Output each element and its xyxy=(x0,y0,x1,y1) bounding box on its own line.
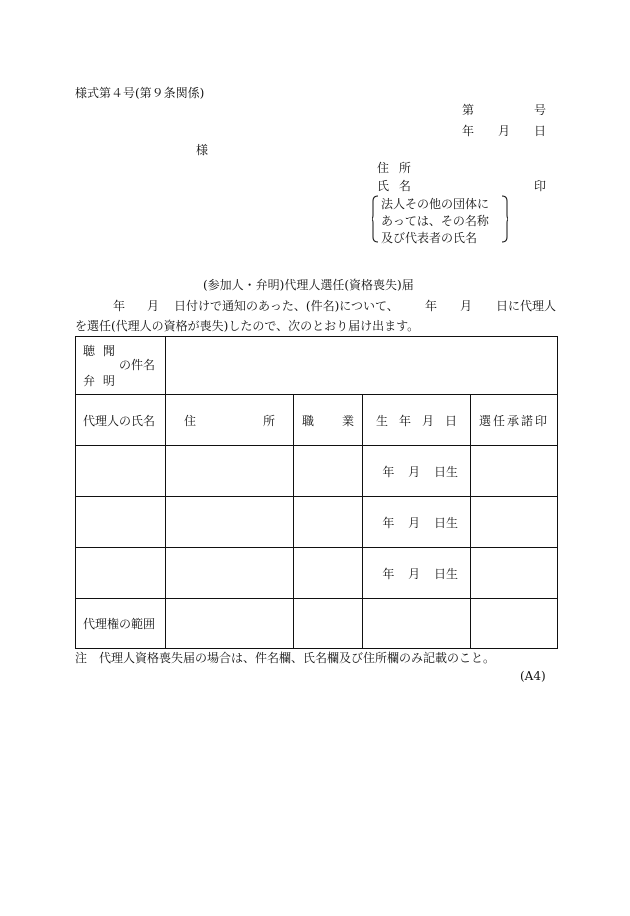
header-birthdate-char: 年 xyxy=(398,413,411,428)
header-row xyxy=(76,395,558,446)
body-year-2: 年 xyxy=(425,299,438,313)
corporate-note xyxy=(372,195,508,243)
agent-row xyxy=(76,446,558,497)
date-month: 月 xyxy=(498,124,511,138)
agent-occupation-field[interactable] xyxy=(294,446,363,497)
body-line-2: を選任(代理人の資格が喪失)したので、次のとおり届け出ます。 xyxy=(75,319,420,333)
date-day: 日 xyxy=(534,124,547,138)
header-birthdate-char: 生 xyxy=(376,413,389,428)
agent-address-field[interactable] xyxy=(166,497,294,548)
header-birthdate-char: 月 xyxy=(421,413,434,428)
scope-field[interactable] xyxy=(471,599,558,649)
agent-table xyxy=(75,336,558,649)
scope-field[interactable] xyxy=(166,599,294,649)
name-label: 氏 名 xyxy=(377,179,411,193)
agent-birthdate-field[interactable]: 年 月 日生 xyxy=(363,497,471,548)
header-occupation-char: 職 xyxy=(302,413,315,428)
header-birthdate-char: 日 xyxy=(444,413,457,428)
number-label: 第 xyxy=(462,103,475,117)
corporate-note-line: 法人その他の団体に xyxy=(381,197,490,211)
agent-birthdate-field[interactable]: 年 月 日生 xyxy=(363,548,471,599)
matter-label-cell xyxy=(76,337,166,395)
form-number: 様式第４号(第９条関係) xyxy=(75,86,205,100)
agent-name-field[interactable] xyxy=(76,446,166,497)
header-agent-name: 代理人の氏名 xyxy=(76,395,166,446)
header-occupation-char: 業 xyxy=(341,413,354,428)
agent-birthdate-field[interactable]: 年 月 日生 xyxy=(363,446,471,497)
date-year: 年 xyxy=(462,124,475,138)
address-label: 住 所 xyxy=(377,161,411,175)
agent-row xyxy=(76,548,558,599)
body-month-2: 月 xyxy=(460,299,473,313)
agent-occupation-field[interactable] xyxy=(294,548,363,599)
matter-name-field[interactable] xyxy=(166,337,558,395)
paper-size: (A4) xyxy=(520,669,546,683)
number-suffix: 号 xyxy=(534,103,547,117)
scope-row xyxy=(76,599,558,649)
corporate-note-line: あっては、その名称 xyxy=(381,214,489,228)
hearing-label: 聴 聞 xyxy=(83,344,115,358)
seal-mark: 印 xyxy=(534,179,547,193)
scope-field[interactable] xyxy=(294,599,363,649)
agent-address-field[interactable] xyxy=(166,446,294,497)
agent-address-field[interactable] xyxy=(166,548,294,599)
addressee-suffix: 様 xyxy=(196,143,209,157)
document-title: (参加人・弁明)代理人選任(資格喪失)届 xyxy=(203,278,414,292)
body-notice-text: 日付けで通知のあった、(件名)について、 xyxy=(174,299,399,313)
header-occupation xyxy=(294,395,363,446)
body-year-1: 年 xyxy=(113,299,126,313)
agent-name-field[interactable] xyxy=(76,497,166,548)
header-address-char: 住 xyxy=(184,413,197,428)
agent-occupation-field[interactable] xyxy=(294,497,363,548)
scope-field[interactable] xyxy=(363,599,471,649)
agent-seal-field[interactable] xyxy=(471,446,558,497)
header-consent-seal: 選任承諾印 xyxy=(471,395,558,446)
scope-label: 代理権の範囲 xyxy=(76,599,166,649)
header-address xyxy=(166,395,294,446)
agent-seal-field[interactable] xyxy=(471,497,558,548)
header-address-char: 所 xyxy=(262,413,275,428)
matter-name-label: の件名 xyxy=(119,358,156,372)
footnote: 注 代理人資格喪失届の場合は、件名欄、氏名欄及び住所欄のみ記載のこと。 xyxy=(75,651,496,665)
agent-row xyxy=(76,497,558,548)
body-month-1: 月 xyxy=(147,299,160,313)
header-birthdate xyxy=(363,395,471,446)
matter-row xyxy=(76,337,558,395)
explanation-label: 弁 明 xyxy=(83,374,115,388)
agent-seal-field[interactable] xyxy=(471,548,558,599)
body-day-agent: 日に代理人 xyxy=(496,299,557,313)
agent-name-field[interactable] xyxy=(76,548,166,599)
corporate-note-line: 及び代表者の氏名 xyxy=(381,231,478,245)
